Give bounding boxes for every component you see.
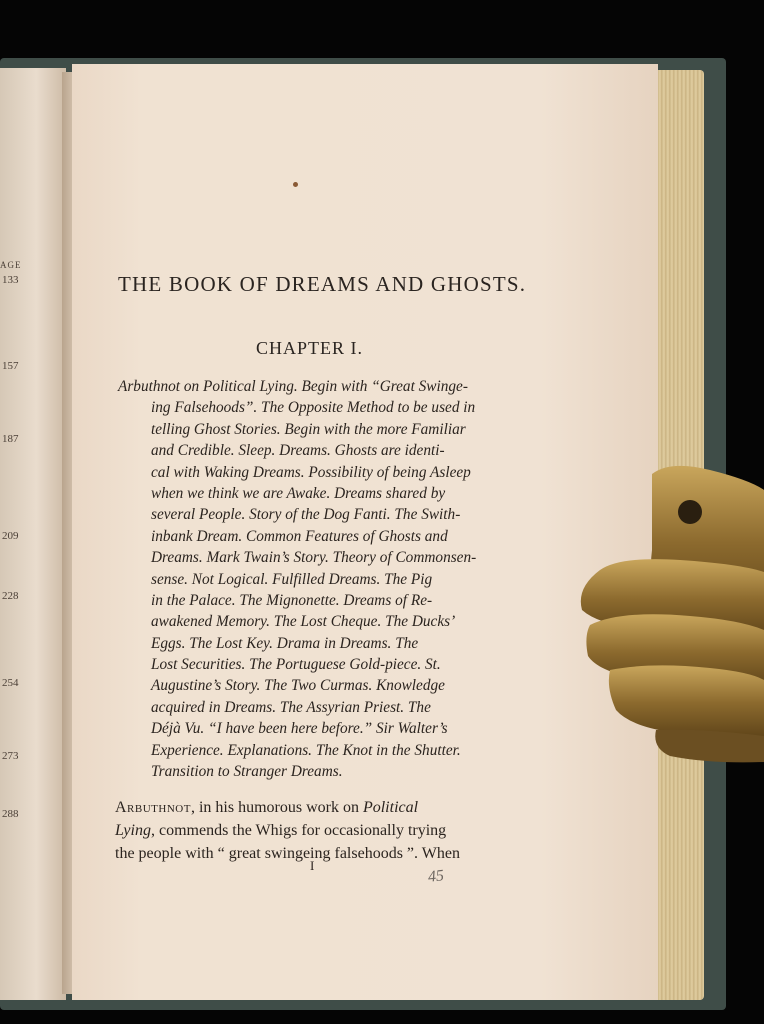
toc-page-number: 209 xyxy=(2,530,19,542)
toc-page-number: 133 xyxy=(2,274,19,286)
summary-line: cal with Waking Dreams. Possibility of being Asleep xyxy=(151,463,471,481)
summary-line: Eggs. The Lost Key. Drama in Dreams. The xyxy=(151,634,419,652)
lead-word: Arbuthnot xyxy=(115,799,191,816)
summary-line: Transition to Stranger Dreams. xyxy=(151,763,343,781)
summary-line: inbank Dream. Common Features of Ghosts and xyxy=(151,527,448,545)
summary-line: Dreams. Mark Twain’s Story. Theory of Commonsen- xyxy=(151,549,477,567)
toc-page-number: 157 xyxy=(2,360,19,372)
summary-line: and Credible. Sleep. Dreams. Ghosts are identi- xyxy=(151,442,445,460)
toc-page-number: 273 xyxy=(2,750,19,762)
toc-page-number: 187 xyxy=(2,433,19,445)
paper-spot xyxy=(293,182,298,187)
body-line xyxy=(115,819,519,842)
chapter-heading: CHAPTER I. xyxy=(256,338,364,358)
pencil-note: 45 xyxy=(427,867,445,886)
body-line xyxy=(115,796,519,819)
summary-line: sense. Not Logical. Fulfilled Dreams. The Pig xyxy=(151,570,433,588)
body-text-run: , commends the Whigs for occasionally trying xyxy=(150,822,447,839)
body-italic-run: Lying xyxy=(115,822,151,839)
toc-header-fragment: AGE xyxy=(0,260,22,270)
book-title: THE BOOK OF DREAMS AND GHOSTS. xyxy=(118,272,527,296)
summary-line: acquired in Dreams. The Assyrian Priest. The xyxy=(151,698,431,716)
summary-line: Augustine’s Story. The Two Curmas. Knowledge xyxy=(151,677,445,695)
summary-line: telling Ghost Stories. Begin with the more Familiar xyxy=(151,420,466,438)
summary-line: in the Palace. The Mignonette. Dreams of Re- xyxy=(151,591,433,609)
body-italic-run: Political xyxy=(362,799,419,816)
toc-page-number: 288 xyxy=(2,808,19,820)
summary-line: Arbuthnot on Political Lying. Begin with “Great Swinge- xyxy=(118,378,468,395)
summary-line: Lost Securities. The Portuguese Gold-piece. St. xyxy=(151,656,441,674)
toc-page-number: 228 xyxy=(2,590,19,602)
summary-line: Experience. Explanations. The Knot in the Shutter. xyxy=(151,741,461,759)
body-paragraph xyxy=(115,796,519,865)
summary-line: Déjà Vu. “I have been here before.” Sir Walter’s xyxy=(151,720,448,738)
summary-line: awakened Memory. The Lost Cheque. The Ducks’ xyxy=(151,613,456,631)
toc-page-number: 254 xyxy=(2,677,19,689)
summary-line: when we think we are Awake. Dreams shared by xyxy=(151,484,446,502)
summary-line: several People. Story of the Dog Fanti. The Swith- xyxy=(151,506,461,524)
left-page xyxy=(0,68,66,1000)
body-text-run: , in his humorous work on xyxy=(190,799,363,816)
brass-hand-clip-icon xyxy=(560,460,764,770)
body-line: the people with “ great swingeing falsehoods ”. When xyxy=(115,845,460,862)
chapter-summary xyxy=(118,376,520,782)
page-folio: I xyxy=(310,858,315,873)
summary-line: ing Falsehoods”. The Opposite Method to be used in xyxy=(151,399,476,417)
